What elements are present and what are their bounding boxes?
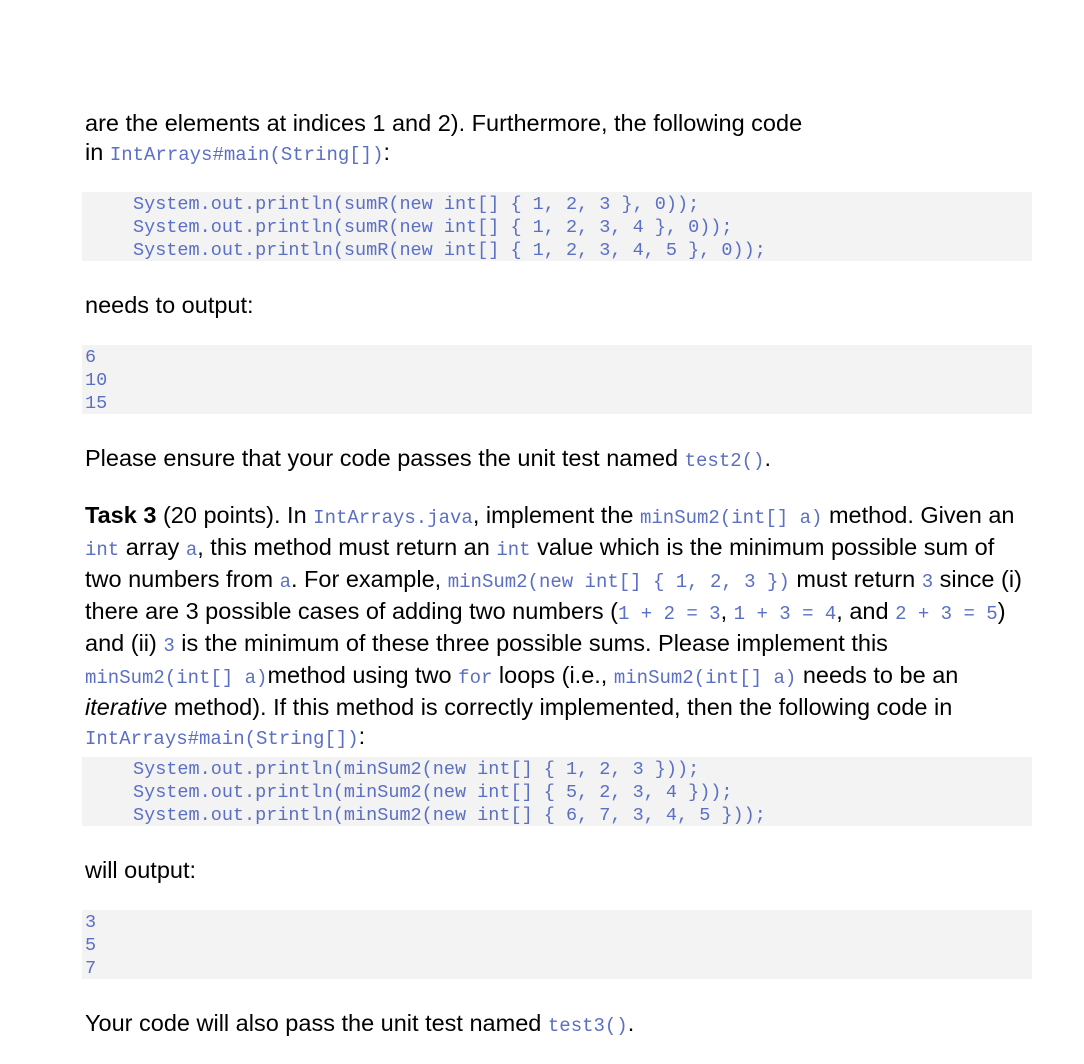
method-ref: minSum2(int[] a): [85, 667, 268, 689]
test3-ref: test3(): [547, 1015, 628, 1037]
task3-text: loops (i.e.,: [492, 662, 614, 688]
sum-case-2: 1 + 3 = 4: [733, 603, 837, 625]
value-three: 3: [163, 635, 175, 657]
task3-text: , implement the: [472, 502, 640, 528]
task3-text: value which is the minimum possible sum of two numbers from: [85, 534, 995, 592]
intro-paragraph: [85, 109, 1045, 170]
task3-text: (20 points). In: [156, 502, 314, 528]
task3-title: Task 3: [85, 502, 157, 528]
task3-text: :: [358, 723, 366, 749]
task3-text: method). If this method is correctly implemented, then the following code in: [167, 694, 953, 720]
test2-ref: test2(): [684, 450, 765, 472]
task3-text: , this method must return an: [197, 534, 497, 560]
output-line: 7: [85, 958, 97, 979]
var-a: a: [279, 571, 291, 593]
output-line: 15: [85, 393, 108, 414]
output-line: 3: [85, 912, 97, 933]
task3-text: ,: [720, 598, 734, 624]
task3-text: method using two: [267, 662, 459, 688]
ensure-text: Please ensure that your code passes the unit test named: [85, 445, 679, 471]
main-method-ref: IntArrays#main(String[]): [109, 144, 384, 166]
output-line: 5: [85, 935, 97, 956]
intro-line: are the elements at indices 1 and 2). Furthermore, the following code: [85, 110, 803, 136]
sum-case-1: 1 + 2 = 3: [617, 603, 721, 625]
method-ref: minSum2(int[] a): [613, 667, 797, 689]
value-three: 3: [921, 571, 934, 593]
task3-text: . For example,: [291, 566, 448, 592]
output-block-sumR: [82, 345, 1032, 414]
code-line: System.out.println(sumR(new int[] { 1, 2, 3 }, 0));: [133, 194, 700, 215]
final-test3-paragraph: [85, 1009, 1045, 1041]
final-text: Your code will also pass the unit test named: [85, 1010, 542, 1036]
intro-line-2: [85, 138, 1045, 170]
task3-text: needs to be an: [796, 662, 959, 688]
code-block-sumR: [82, 192, 1032, 261]
sum-case-3: 2 + 3 = 5: [895, 603, 998, 625]
int-keyword: int: [85, 539, 120, 561]
ensure-test2-paragraph: [85, 444, 1045, 476]
int-keyword: int: [496, 539, 531, 561]
example-call: minSum2(new int[] { 1, 2, 3 }): [447, 571, 790, 593]
intro-colon: :: [383, 139, 391, 165]
code-line: System.out.println(sumR(new int[] { 1, 2, 3, 4 }, 0));: [133, 217, 733, 238]
task3-paragraph: [85, 501, 1030, 754]
var-a: a: [185, 539, 198, 561]
code-line: System.out.println(minSum2(new int[] { 1, 2, 3 }));: [133, 759, 700, 780]
needs-output-label: needs to output:: [85, 292, 254, 318]
task3-text: , and: [836, 598, 896, 624]
task3-text: ) and (ii): [85, 598, 1006, 656]
main-method-ref: IntArrays#main(String[]): [85, 728, 359, 750]
task3-text: array: [119, 534, 186, 560]
for-keyword: for: [458, 667, 493, 689]
final-period: .: [627, 1010, 635, 1036]
output-line: 10: [85, 370, 108, 391]
code-block-minSum2: [82, 757, 1032, 826]
task3-text: is the minimum of these three possible sums. Please implement this: [174, 630, 888, 656]
file-ref: IntArrays.java: [313, 507, 473, 529]
ensure-period: .: [764, 445, 771, 471]
method-ref: minSum2(int[] a): [640, 507, 823, 529]
task3-text: since (i) there are 3 possible cases of adding two numbers (: [85, 566, 1022, 624]
code-line: System.out.println(sumR(new int[] { 1, 2, 3, 4, 5 }, 0));: [133, 240, 766, 261]
task3-text: method. Given an: [822, 502, 1015, 528]
will-output-label: will output:: [85, 857, 197, 883]
code-line: System.out.println(minSum2(new int[] { 5, 2, 3, 4 }));: [133, 782, 733, 803]
output-block-minSum2: [82, 910, 1032, 979]
code-line: System.out.println(minSum2(new int[] { 6, 7, 3, 4, 5 }));: [133, 805, 766, 826]
intro-in: in: [85, 139, 104, 165]
iterative-emphasis: iterative: [85, 694, 168, 720]
task3-text: must return: [789, 566, 922, 592]
output-line: 6: [85, 347, 97, 368]
